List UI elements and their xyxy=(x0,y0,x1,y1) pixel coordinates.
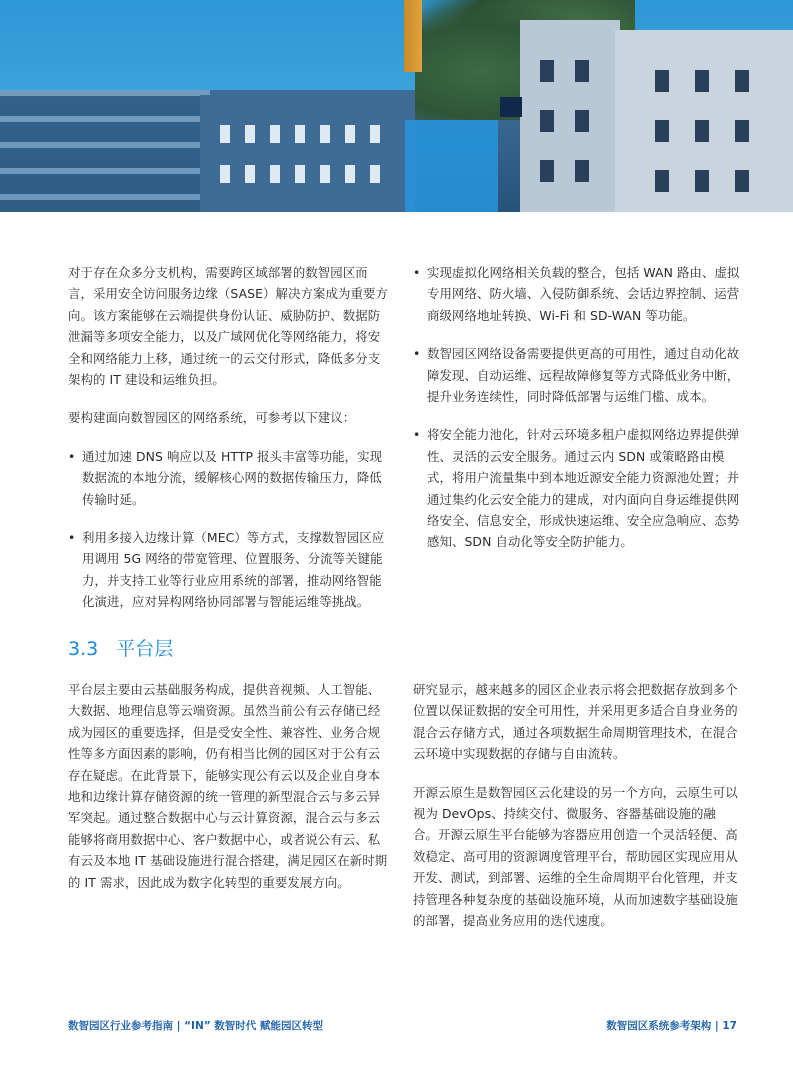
list-item: • 数智园区网络设备需要提供更高的可用性，通过自动化故障发现、自动运维、远程故障修复等方式降低业务中断，提升业务连续性，同时降低部署与运维门槛、成本。 xyxy=(413,343,740,407)
list-item: • 利用多接入边缘计算（MEC）等方式，支撑数智园区应用调用 5G 网络的带宽管理、位置服务、分流等关键能力，并支持工业等行业应用系统的部署，推动网络智能化演进，应对异构网络协同部署与智能运维等挑战。 xyxy=(68,527,392,613)
paragraph: 开源云原生是数智园区云化建设的另一个方向，云原生可以视为 DevOps、持续交付、微服务、容器基础设施的融合。开源云原生平台能够为容器应用创造一个灵活轻便、高效稳定、高可用的资源调度管理平台，帮助园区实现应用从开发、测试，到部署、运维的全生命周期平台化管理，并支持管理各种复杂度的基础设施环境，从而加速数字基础设施的部署，提高业务应用的迭代速度。 xyxy=(413,784,738,929)
list-item: • 将安全能力池化，针对云环境多租户虚拟网络边界提供弹性、灵活的云安全服务。通过云内 SDN 或策略路由模式，将用户流量集中到本地近源安全能力资源池处置；并通过集约化云安全能力的建成，对内面向自身运维提供网络安全、信息安全，形成快速运维、安全应急响应、态势感知、SDN 自动化等安全防护能力。 xyxy=(413,424,740,552)
footer-right: 数智园区系统参考架构 | 17 xyxy=(606,1020,737,1032)
list-item: • 通过加速 DNS 响应以及 HTTP 报头丰富等功能，实现数据流的本地分流，缓解核心网的数据传输压力，降低传输时延。 xyxy=(68,446,392,510)
paragraph: 要构建面向数智园区的网络系统，可参考以下建议： xyxy=(68,410,356,426)
paragraph: 对于存在众多分支机构，需要跨区域部署的数智园区而言，采用安全访问服务边缘（SASE）解决方案成为重要方向。该方案能够在云端提供身份认证、威胁防护、数据防泄漏等多项安全能力，以及广域网优化等网络能力，将安全和网络能力上移，通过统一的云交付形式，降低多分支架构的 IT 建设和运维负担。 xyxy=(68,265,388,388)
section-number: 3.3 xyxy=(68,638,99,660)
paragraph: 平台层主要由云基础服务构成，提供音视频、人工智能、大数据、地理信息等云端资源。虽然当前公有云存储已经成为园区的重要选择，但是受安全性、兼容性、业务合规性等多方面因素的影响，仍有相当比例的园区对于公有云存在疑虑。在此背景下，能够实现公有云以及企业自身本地和边缘计算存储资源的统一管理的新型混合云与多云异军突起。通过整合数据中心与云计算资源，混合云与多云能够将商用数据中心、客户数据中心，或者说公有云、私有云及本地 IT 基础设施进行混合搭建，满足园区在新时期的 IT 需求，因此成为数字化转型的重要发展方向。 xyxy=(68,682,388,890)
paragraph: 研究显示，越来越多的园区企业表示将会把数据存放到多个位置以保证数据的安全可用性，并采用更多适合自身业务的混合云存储方式，通过各项数据生命周期管理技术，在混合云环境中实现数据的存储与自由流转。 xyxy=(413,682,738,762)
right-bottom-column xyxy=(413,679,740,948)
list-item: • 实现虚拟化网络相关负载的整合，包括 WAN 路由、虚拟专用网络、防火墙、入侵防御系统、会话边界控制、运营商级网络地址转换、Wi-Fi 和 SD-WAN 等功能。 xyxy=(413,262,740,326)
bullet-list xyxy=(413,262,740,553)
hero-photo xyxy=(0,0,793,212)
section-title: 平台层 xyxy=(116,638,174,660)
left-bottom-column xyxy=(68,679,392,910)
bullet-list xyxy=(68,446,392,613)
right-top-column xyxy=(413,262,740,570)
left-top-column xyxy=(68,262,392,630)
section-heading xyxy=(68,634,173,661)
footer-left: 数智园区行业参考指南 | “IN” 数智时代 赋能园区转型 xyxy=(68,1020,323,1032)
